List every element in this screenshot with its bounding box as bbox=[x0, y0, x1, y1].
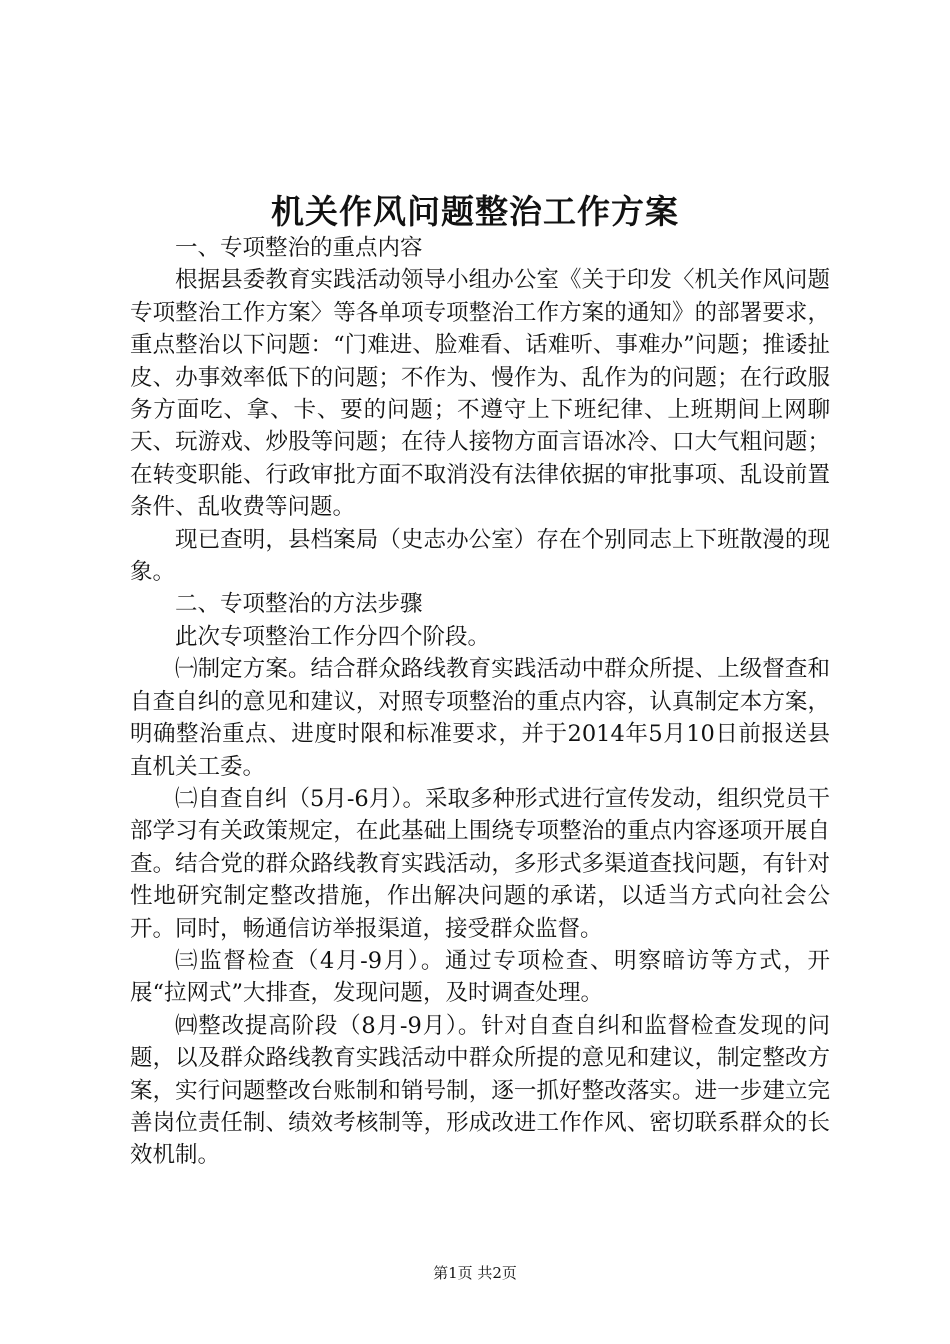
body-paragraph: 此次专项整治工作分四个阶段。 bbox=[175, 623, 491, 650]
section-heading-1: 一、专项整治的重点内容 bbox=[175, 235, 423, 261]
document-title: 机关作风问题整治工作方案 bbox=[271, 192, 679, 231]
step-paragraph-1: ㈠制定方案。结合群众路线教育实践活动中群众所提、上级督查和自查自纠的意见和建议，对照专项整治的重点内容，认真制定本方案，明确整治重点、进度时限和标准要求，并于2014年5月10日前报送县直机关工委。 bbox=[130, 656, 830, 780]
page-number-footer: 第1页 共2页 bbox=[433, 1264, 517, 1282]
body-paragraph: 现已查明，县档案局（史志办公室）存在个别同志上下班散漫的现象。 bbox=[130, 526, 830, 586]
document-body bbox=[130, 232, 830, 1172]
step-paragraph-4: ㈣整改提高阶段（8月-9月）。针对自查自纠和监督检查发现的问题，以及群众路线教育实践活动中群众所提的意见和建议，制定整改方案，实行问题整改台账制和销号制，逐一抓好整改落实。进一步建立完善岗位责任制、绩效考核制等，形成改进工作作风、密切联系群众的长效机制。 bbox=[130, 1012, 830, 1169]
section-heading-2: 二、专项整治的方法步骤 bbox=[175, 591, 423, 618]
body-paragraph: 根据县委教育实践活动领导小组办公室《关于印发〈机关作风问题专项整治工作方案〉等各单项专项整治工作方案的通知》的部署要求，重点整治以下问题：“门难进、脸难看、话难听、事难办”问题；推诿扯皮、办事效率低下的问题；不作为、慢作为、乱作为的问题；在行政服务方面吃、拿、卡、要的问题；不遵守上下班纪律、上班期间上网聊天、玩游戏、炒股等问题；在待人接物方面言语冰冷、口大气粗问题；在转变职能、行政审批方面不取消没有法律依据的审批事项、乱设前置条件、乱收费等问题。 bbox=[130, 267, 830, 521]
step-paragraph-2: ㈡自查自纠（5月-6月）。采取多种形式进行宣传发动，组织党员干部学习有关政策规定，在此基础上围绕专项整治的重点内容逐项开展自查。结合党的群众路线教育实践活动，多形式多渠道查找问题，有针对性地研究制定整改措施，作出解决问题的承诺，以适当方式向社会公开。同时，畅通信访举报渠道，接受群众监督。 bbox=[130, 785, 830, 942]
step-paragraph-3: ㈢监督检查（4月-9月）。通过专项检查、明察暗访等方式，开展“拉网式”大排查，发现问题，及时调查处理。 bbox=[130, 947, 830, 1007]
